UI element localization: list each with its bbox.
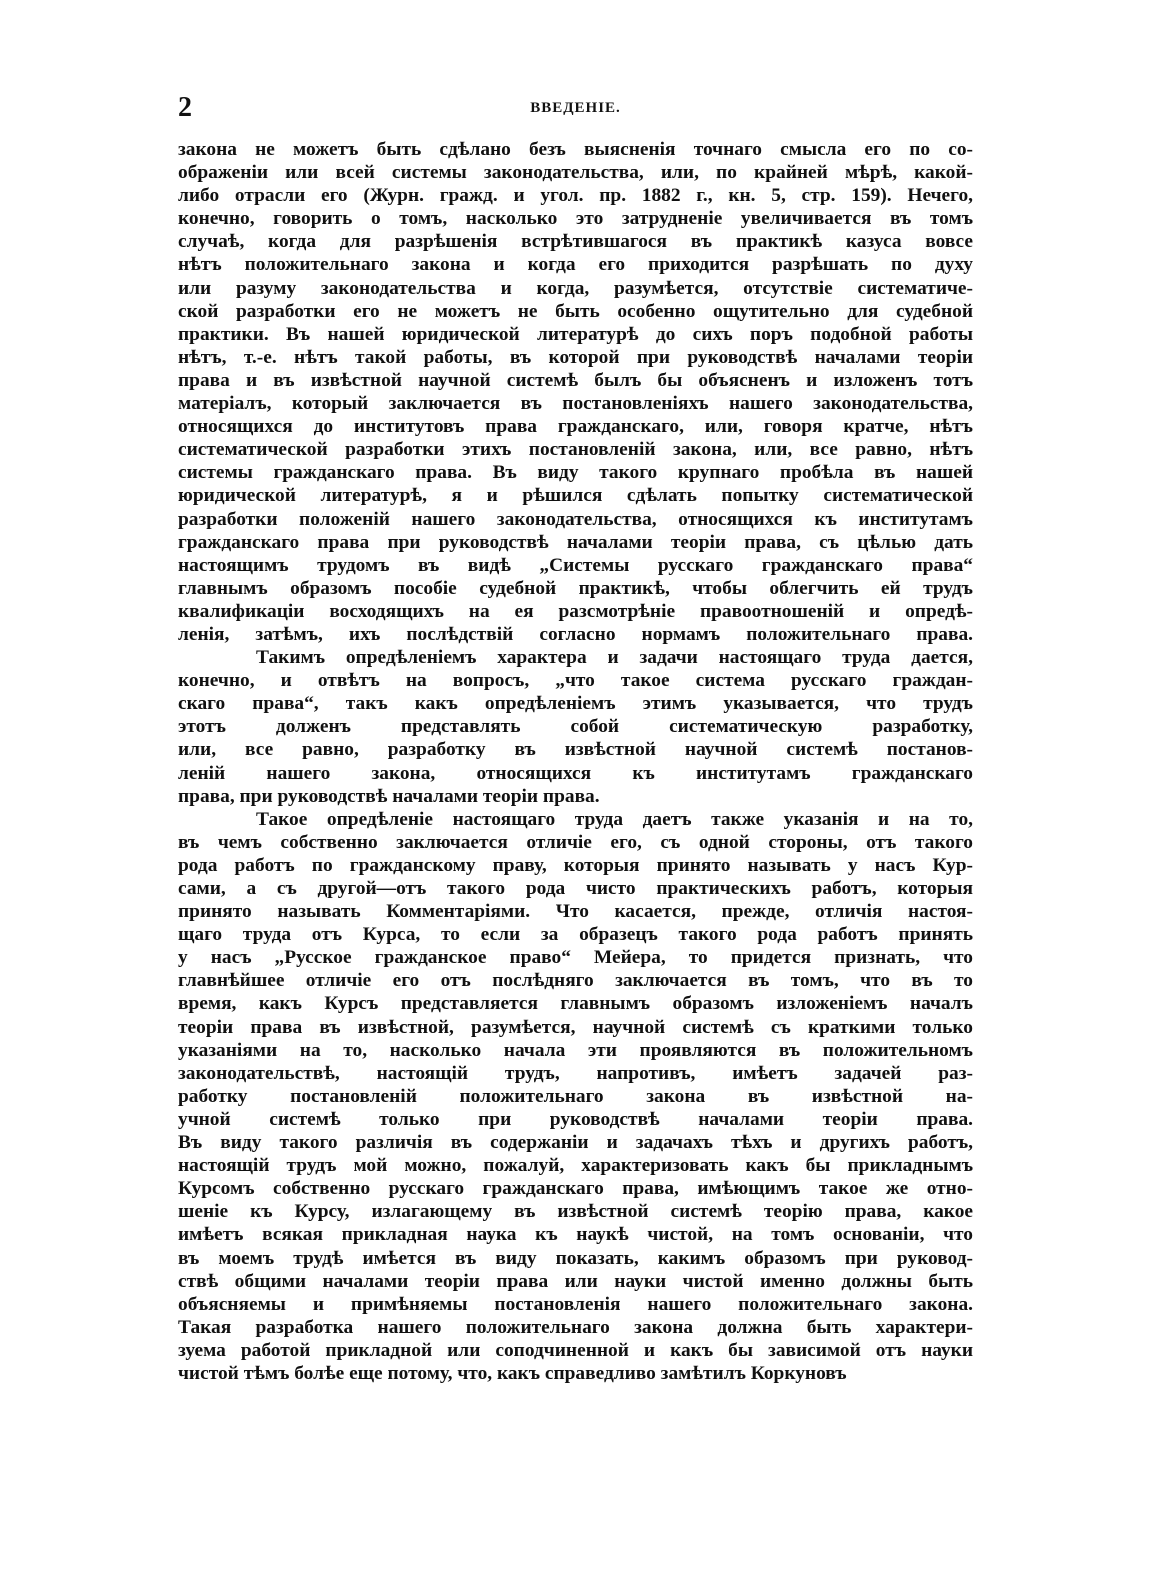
text-line: настоящимъ трудомъ въ видѣ „Системы русскаго гражданскаго права“ [178,554,973,576]
text-line: главнымъ образомъ пособіе судебной практикѣ, чтобы облегчить ей трудъ [178,577,973,599]
text-line: рода работъ по гражданскому праву, которыя принято называть у насъ Кур- [178,854,973,876]
text-line: квалификаціи восходящихъ на ея разсмотрѣніе правоотношеній и опредѣ- [178,600,973,622]
text-line: шеніе къ Курсу, излагающему въ извѣстной системѣ теорію права, какое [178,1201,973,1223]
text-line: права и въ извѣстной научной системѣ былъ бы объясненъ и изложенъ тотъ [178,369,973,391]
text-line: или, все равно, разработку въ извѣстной научной системѣ постанов- [178,739,973,761]
text-line: Такимъ опредѣленіемъ характера и задачи настоящаго труда дается, [256,647,973,669]
text-line: относящихся до институтовъ права гражданскаго, или, говоря кратче, нѣтъ [178,416,973,438]
text-line: зуема работой прикладной или соподчиненной и какъ бы зависимой отъ науки [178,1339,973,1361]
text-line: этотъ долженъ представлять собой систематическую разработку, [178,716,973,738]
text-line: ображеніи или всей системы законодательства, или, по крайней мѣрѣ, какой- [178,162,973,184]
text-line: Въ виду такого различія въ содержаніи и задачахъ тѣхъ и другихъ работъ, [178,1132,973,1154]
text-line: либо отрасли его (Журн. гражд. и угол. пр. 1882 г., кн. 5, стр. 159). Нечего, [178,185,973,207]
text-line: леній нашего закона, относящихся къ институтамъ гражданскаго [178,762,973,784]
paragraph [178,808,973,1385]
text-line: теоріи права въ извѣстной, разумѣется, научной системѣ съ краткими только [178,1016,973,1038]
document-page [178,92,973,1385]
text-line: ской разработки его не можетъ не быть особенно ощутительно для судебной [178,300,973,322]
text-line: имѣетъ всякая прикладная наука къ наукѣ чистой, на томъ основаніи, что [178,1224,973,1246]
text-line: главнѣйшее отличіе его отъ послѣдняго заключается въ томъ, что въ то [178,970,973,992]
paragraph [178,646,973,808]
text-line: сами, а съ другой—отъ такого рода чисто практическихъ работъ, которыя [178,878,973,899]
text-line: ленія, затѣмъ, ихъ послѣдствій согласно нормамъ положительнаго права. [178,623,973,645]
text-line: Такая разработка нашего положительнаго закона должна быть характери- [178,1316,973,1338]
text-line: законодательствѣ, настоящій трудъ, напротивъ, имѣетъ задачей раз- [178,1062,973,1084]
text-line: разработки положеній нашего законодательства, относящихся къ институтамъ [178,508,973,530]
paragraph [178,138,973,646]
text-line: закона не можетъ быть сдѣлано безъ выясненія точнаго смысла его по со- [178,139,973,160]
text-line: время, какъ Курсъ представляется главнымъ образомъ изложеніемъ началъ [178,993,973,1015]
text-line: указаніями на то, насколько начала эти проявляются въ положительномъ [178,1039,973,1061]
text-line: скаго права“, такъ какъ опредѣленіемъ этимъ указывается, что трудъ [178,693,973,715]
text-line: въ чемъ собственно заключается отличіе его, съ одной стороны, отъ такого [178,831,973,853]
text-line: работку постановленій положительнаго закона въ извѣстной на- [178,1085,973,1107]
text-line: настоящій трудъ мой можно, пожалуй, характеризовать какъ бы прикладнымъ [178,1155,973,1177]
text-line: Такое опредѣленіе настоящаго труда даетъ также указанія и на то, [256,808,973,830]
text-line: случаѣ, когда для разрѣшенія встрѣтившагося въ практикѣ казуса вовсе [178,231,973,253]
text-line: щаго труда отъ Курса, то если за образецъ такого рода работъ принять [178,924,973,946]
text-line: юридической литературѣ, я и рѣшился сдѣлать попытку систематической [178,485,973,507]
text-line: конечно, говорить о томъ, насколько это затрудненіе увеличивается въ томъ [178,208,973,230]
text-line: права, при руководствѣ началами теоріи права. [178,785,600,807]
text-line: гражданскаго права при руководствѣ началами теоріи права, съ цѣлью дать [178,531,973,553]
text-line: практики. Въ нашей юридической литературѣ до сихъ поръ подобной работы [178,323,973,345]
text-line: у насъ „Русское гражданское право“ Мейера, то придется признать, что [178,947,973,969]
text-line: нѣтъ положительнаго закона и когда его приходится разрѣшать по духу [178,254,973,276]
text-line: или разуму законодательства и когда, разумѣется, отсутствіе систематиче- [178,277,973,299]
text-line: принято называть Комментаріями. Что касается, прежде, отличія настоя- [178,901,973,923]
text-line: конечно, и отвѣтъ на вопросъ, „что такое система русскаго граждан- [178,670,973,692]
text-line: учной системѣ только при руководствѣ началами теоріи права. [178,1108,973,1130]
text-line: чистой тѣмъ болѣе еще потому, что, какъ справедливо замѣтилъ Коркуновъ [178,1362,847,1384]
running-title: ВВЕДЕНІЕ. [530,100,621,116]
text-line: въ моемъ трудѣ имѣется въ виду показать, какимъ образомъ при руковод- [178,1247,973,1269]
text-line: системы гражданскаго права. Въ виду такого крупнаго пробѣла въ нашей [178,462,973,484]
body-text [178,138,973,1385]
running-head [178,92,973,124]
text-line: Курсомъ собственно русскаго гражданскаго права, имѣющимъ такое же отно- [178,1178,973,1200]
text-line: матеріалъ, который заключается въ постановленіяхъ нашего законодательства, [178,393,973,415]
page-number: 2 [178,92,192,123]
text-line: объясняемы и примѣняемы постановленія нашего положительнаго закона. [178,1293,973,1315]
text-line: систематической разработки этихъ постановленій закона, или, все равно, нѣтъ [178,439,973,461]
text-line: нѣтъ, т.-е. нѣтъ такой работы, въ которой при руководствѣ началами теоріи [178,346,973,368]
text-line: ствѣ общими началами теоріи права или науки чистой именно должны быть [178,1270,973,1292]
